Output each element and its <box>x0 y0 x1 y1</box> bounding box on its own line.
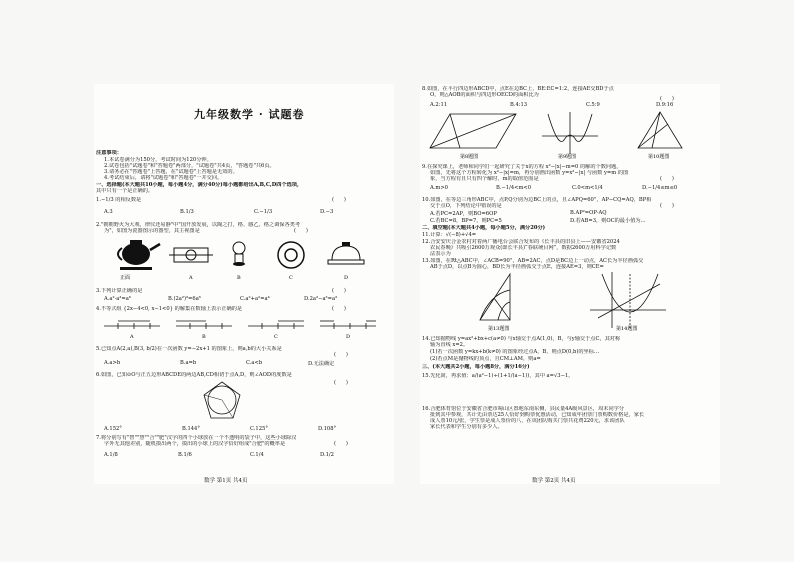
section-1-heading-b: 其中只有一个是正确的。 <box>96 188 154 194</box>
question-9-b: 如图，先将这个方程转化为 x²−|x|=m，再分别画出函数 y=x²−|x| 与函数 y=m 的图 <box>430 170 629 176</box>
q9-option-c: C.0<m<1/4 <box>572 185 603 191</box>
q2-label-b: B <box>237 275 241 281</box>
q5-option-b: B.a=b <box>180 360 197 366</box>
note-3: 3.请务必在"答题卷"上答题，在"试题卷"上答题是无效的。 <box>104 169 238 175</box>
q10-option-b: B.AP²=OP·AQ <box>570 210 607 216</box>
question-14-d: (2)若点M是抛物线的顶点，且CM⊥AM，则a= <box>430 356 541 362</box>
q8-parallelogram-figure <box>430 114 516 148</box>
note-4: 4.考试结束后，请将"试题卷"和"答题卷"一并交回。 <box>104 175 223 181</box>
q9-option-b: B.−1/4<m<0 <box>496 185 532 191</box>
answer-paren: ( ) <box>334 352 348 358</box>
question-9-c: 象，当方程有且只有四个解时，m的取值范围是 <box>430 176 539 182</box>
question-6: 6.如图，已知⊙O与正五边形ABCDE的两边AB,CD相切于点A,D，则∠AOD的度数是 <box>96 372 292 378</box>
question-16-d: 家长代表和学生分别有多少人。 <box>430 424 503 430</box>
q10-triangle-figure <box>638 112 682 148</box>
question-11: 11.计算：√(−8)+√4= <box>422 232 477 238</box>
q4-line-c <box>248 321 304 329</box>
q2-label-c: C <box>289 275 293 281</box>
question-3: 3.下列计算正确的是 <box>96 288 143 294</box>
answer-paren: ( ) <box>660 96 674 102</box>
q9-option-a: A.m>0 <box>430 185 448 191</box>
q1-option-c: C.−1/3 <box>254 209 273 215</box>
q1-option-b: B.1/3 <box>180 209 194 215</box>
question-15: 15.先化简，再求值：a/(a²−1)÷(1+1/(a−1))，其中 a=√3−1。 <box>422 373 574 379</box>
question-12-c: 法表示为 <box>430 251 451 257</box>
notes-heading: 注意事项： <box>96 150 122 156</box>
q5-option-c: C.a<b <box>246 360 263 366</box>
question-2-b: 为"，如图为瓷器图示的器型，其主视图是 <box>104 228 200 234</box>
q7-option-d: D.1/2 <box>320 452 334 458</box>
q6-option-d: D.108° <box>318 426 337 432</box>
q2-figures <box>114 234 384 282</box>
fig13-caption: 第13题图 <box>488 326 510 332</box>
q9-function-graph <box>542 112 598 154</box>
q7-option-c: C.1/4 <box>250 452 264 458</box>
q2-view-b <box>233 242 245 266</box>
note-2: 2.试卷包括"试题卷"和"答题卷"两部分，"试题卷"共4页，"答题卷"共6页。 <box>104 163 275 169</box>
q1-option-d: D.−3 <box>320 209 334 215</box>
question-8-b: O，则△AOB的面积与四边形OECD的面积比为 <box>430 92 539 98</box>
answer-paren: ( ) <box>332 306 346 312</box>
q8-option-d: D.9:16 <box>656 102 674 108</box>
page-2-footer: 数学 第2页 共4页 <box>532 478 576 484</box>
q8-option-a: A.2:11 <box>430 102 448 108</box>
q4-line-d <box>320 321 376 329</box>
question-1: 1.−1/3 的相反数是 <box>96 197 142 203</box>
q6-option-c: C.125° <box>250 426 268 432</box>
question-14-c: (1)若一次函数 y=kx+b(k≠0) 的图象经过点A，B，则点D(0,b)的坐标… <box>430 349 600 355</box>
question-2: 2."朝朝野火为大观，律仪还易静"中"国开放发展，以陶之打，格、感乙，格之调保各类考 <box>96 222 301 228</box>
q3-option-a: A.a²·a³=a⁶ <box>104 296 131 302</box>
q9-option-d: D.−1/4≤m≤0 <box>642 185 678 191</box>
q5-option-d: D.无法确定 <box>308 361 335 367</box>
question-14-b: 轴为直线 x=2。 <box>430 342 469 348</box>
fig9-caption: 第9题图 <box>558 154 577 160</box>
q2-front-label: 正面 <box>120 275 131 281</box>
q6-option-a: A.152° <box>104 426 122 432</box>
q5-option-a: A.a>b <box>104 360 121 366</box>
question-5: 5.已知点A(2,a),B(3, b/2)在一次函数 y=−2x+1 的图象上，则a,b的大小关系是 <box>96 346 282 352</box>
question-7: 7.将分别写有"智""慧""合""肥"汉字的四个小球放在一个不透明的袋子中，这些小球除汉 <box>96 435 297 441</box>
page-1-footer: 数学 第1页 共4页 <box>204 478 248 484</box>
answer-paren: ( ) <box>332 197 346 203</box>
question-12: 12.合安安庆合金农村对着两广播电台会联合发布的《长丰县的旧县上——安徽省2024 <box>422 239 620 245</box>
exam-title: 九年级数学 · 试题卷 <box>194 108 305 121</box>
question-7-b: 字外无其他差别，随机摸出两个，摸出的小球上的汉字恰好组成"合肥"的概率是 <box>104 441 286 447</box>
q10-option-d: D.若AB=3，则OC的最小值为… <box>570 218 646 224</box>
question-9: 9.在探究课上，老师和同学们一起研究了关于x的方程 x²−|x|−m=0 的解的个数问题， <box>422 164 622 170</box>
q2-label-a: A <box>189 275 193 281</box>
q8-option-b: B.4:13 <box>510 102 528 108</box>
q4-number-lines <box>104 318 384 340</box>
q2-view-c <box>278 242 304 268</box>
q10-option-a: A.若PC=2AP，则BO=6OP <box>430 211 497 217</box>
question-8: 8.如图，在平行四边形ABCD中，点E在边BC上，BE:EC=1:2，连接AE交BD于点 <box>422 86 614 92</box>
q6-pentagon-circle-figure <box>198 380 246 424</box>
answer-paren: ( ) <box>334 441 348 447</box>
section-1-heading: 一、选择题(本大题共10小题，每小题4分，满分40分)每小题都给出A,B,C,D四个选项， <box>96 182 303 188</box>
question-12-b: 农民春晚》共吸引2600万观众(即长丰县)“春联统目网”，数据2600万用科学记数 <box>430 245 617 251</box>
answer-paren: ( ) <box>660 203 674 209</box>
section-2-heading: 二、填空题(本大题共4小题，每小题5分，满分20分) <box>422 225 546 231</box>
question-13-b: AB于点D，以点B为圆心，BD长为半径画弧交于点E，连接AE=3，则CE= <box>430 264 604 270</box>
fig14-caption: 第14题图 <box>616 326 638 332</box>
answer-paren: ( ) <box>660 176 674 182</box>
q2-view-a <box>169 248 213 262</box>
answer-paren: ( ) <box>332 288 346 294</box>
q8-option-c: C.5:9 <box>586 102 600 108</box>
q7-option-a: A.1/8 <box>104 452 118 458</box>
teapot-figure <box>118 240 160 270</box>
q4-label-a: A <box>130 334 134 340</box>
q4-label-c: C <box>274 334 278 340</box>
q4-label-b: B <box>202 334 206 340</box>
question-14: 14.已知抛物线 y=ax²+bx+c(a≠0) 与x轴交于点A(1,0)，B，与y轴交于点C，其对称 <box>422 336 621 342</box>
fig10-caption: 第10题图 <box>648 154 670 160</box>
q14-parabola-graph <box>590 272 666 328</box>
note-1: 1.本试卷满分为150分，考试时间为120分钟。 <box>104 157 212 163</box>
answer-paren: ( ) <box>334 380 348 386</box>
question-16-b: 批到其中参观，共计先由票达25人恰好到购票优惠活动，已知成年团票门票购数价格是，家长 <box>430 412 645 418</box>
q4-label-d: D <box>346 334 351 340</box>
q1-option-a: A.3 <box>104 209 113 215</box>
q6-option-b: B.144° <box>182 426 200 432</box>
q7-option-b: B.1/6 <box>178 452 192 458</box>
q3-option-c: C.a²+a²=a⁴ <box>240 296 270 302</box>
question-16: 16.合肥体育馆位于安徽省合肥市蜀山区置地东南东侧，县民量4A级风景区，周末同学分 <box>422 406 625 412</box>
q3-option-b: B.(2a²)³=6a⁶ <box>168 296 201 302</box>
q13-right-triangle-figure <box>480 274 510 320</box>
question-16-c: 成人票10元/张，学生票是成人票价的八，在该团队购买门票共花费220元，求该团队 <box>430 418 625 424</box>
section-3-heading: 三、(本大题共2小题，每小题8分，满分16分) <box>422 364 530 370</box>
q13-q14-figures <box>480 270 680 332</box>
page-1 <box>94 84 394 484</box>
question-13: 13.如图，在Rt△ABC中，∠ACB=90°，AB=2AC，点D是BC边上一动点，AC长为半径画弧交 <box>422 258 644 264</box>
question-4: 4.不等式组 {2x−4<0, x−1<0} 的解集在数轴上表示正确的是 <box>96 306 243 312</box>
q3-option-d: D.2a³−a³=a³ <box>304 296 338 302</box>
answer-paren: ( ) <box>294 228 308 234</box>
question-10-b: 交于点O，下列结论中错误的是 <box>430 203 502 209</box>
q10-option-c: C.若BC=8，BP=7，则PC=5 <box>430 218 502 224</box>
q2-view-d <box>328 242 364 264</box>
q2-label-d: D <box>344 275 349 281</box>
q4-line-a <box>104 321 160 329</box>
fig8-caption: 第8题图 <box>460 154 479 160</box>
question-10: 10.如图，在等边三角形ABC中，点P,Q分别为边BC上的点，且∠APQ=60°，AP−CQ=AQ，BP相 <box>422 197 652 203</box>
page-2 <box>420 84 720 484</box>
q4-line-b <box>176 321 232 329</box>
q8-q10-figures <box>430 110 710 160</box>
